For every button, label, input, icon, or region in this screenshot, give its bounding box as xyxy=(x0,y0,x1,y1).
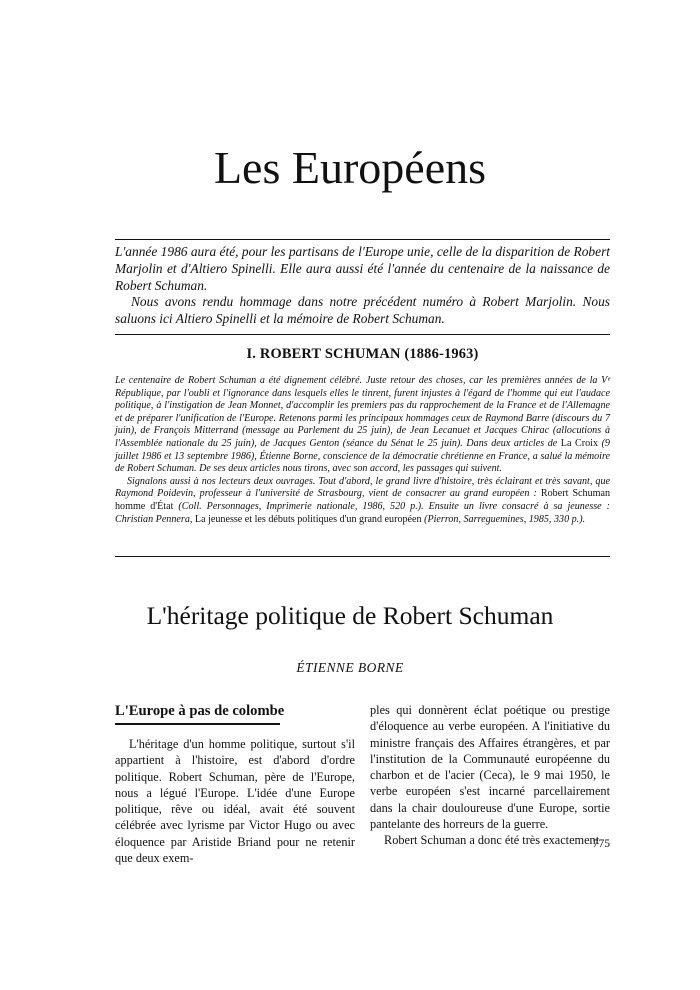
notice-text: Signalons aussi à nos lecteurs deux ouvrages. Tout d'abord, le grand livre d'histoire, très éclairant et très savant, que Raymond Poidevin, professeur à l'université de Strasbourg, vient de consacrer au grand européen : xyxy=(115,475,610,500)
journal-title: Les Européens xyxy=(213,142,487,193)
notice-text: (Pierron, Sarreguemines, 1985, 330 p.). xyxy=(424,513,586,525)
notice-text: (9 juillet 1986 et 13 septembre 1986), Étienne Borne, conscience de la démocratie chrétienne en France, a salué la mémoire de Robert Schuman. De ses deux articles nous tirons, avec son accord, les passages qui suivent. xyxy=(115,437,610,475)
article-author: ÉTIENNE BORNE xyxy=(296,660,404,675)
intro-paragraph: Nous avons rendu hommage dans notre précédent numéro à Robert Marjolin. Nous saluons ici Altiero Spinelli et la mémoire de Robert Schuman. xyxy=(115,294,610,327)
book-title: Robert Schuman homme d'État xyxy=(115,488,611,512)
section-heading: I. ROBERT SCHUMAN (1886-1963) xyxy=(246,346,479,362)
body-paragraph: ples qui donnèrent éclat poétique ou prestige d'éloquence au verbe européen. A l'initiative du ministre français des Affaires étrangères, et par l'institution de la Communauté européenne du charbon et de l'acier (Ceca), le 9 mai 1950, le verbe européen s'est incarné parcellairement dans la chair douloureuse d'une Europe, sortie pantelante des horreurs de la guerre. xyxy=(370,703,610,832)
body-paragraph: L'héritage d'un homme politique, surtout s'il appartient à l'histoire, est d'abord d'ordre politique. Robert Schuman, père de l'Europe, nous a légué l'Europe. L'idée d'une Europe politique, rêve ou idéal, avait été souvent célébrée avec lyrisme par Victor Hugo ou avec éloquence par Aristide Briand pour ne retenir que deux exem- xyxy=(115,737,355,866)
page-number: 775 xyxy=(592,838,610,850)
notice-text: Le centenaire de Robert Schuman a été dignement célébré. Juste retour des choses, car les premières années de la Vᵉ République, par l'oubli et l'ignorance dans lesquels elles le tinrent, furent injustes à l'égard de l'homme qui eut l'audace politique, à l'instigation de Jean Monnet, d'accomplir les premiers pas du rapprochement de la France et de l'Allemagne et de préparer l'unification de l'Europe. Retenons parmi les principaux hommages ceux de Raymond Barre (discours du 7 juin), de François Mitterrand (message au Parlement du 25 juin), de Jean Lecanuet et Jacques Chirac (allocutions à l'Assemblée nationale du 25 juin), de Jacques Genton (séance du Sénat le 25 juin). Dans deux articles de xyxy=(115,375,610,449)
subheading-underline xyxy=(115,723,280,725)
newspaper-name: La Croix xyxy=(560,437,598,449)
editorial-intro xyxy=(115,244,610,328)
section-notice xyxy=(115,375,610,526)
divider xyxy=(115,556,610,557)
article-title: L'héritage politique de Robert Schuman xyxy=(146,601,554,630)
article-subheading: L'Europe à pas de colombe xyxy=(115,703,285,719)
notice-text: (Coll. Personnages, Imprimerie nationale, 1986, 520 p.). Ensuite un livre consacré à sa jeunesse : Christian Pennera, xyxy=(115,500,611,525)
book-title: La jeunesse et les débuts politiques d'un grand européen xyxy=(194,513,422,525)
intro-paragraph: L'année 1986 aura été, pour les partisans de l'Europe unie, celle de la disparition de Robert Marjolin et d'Altiero Spinelli. Elle aura aussi été l'année du centenaire de la naissance de Robert Schuman. xyxy=(115,244,610,293)
column-right xyxy=(370,702,610,849)
body-paragraph: Robert Schuman a donc été très exactement xyxy=(384,833,600,848)
column-left xyxy=(115,702,355,866)
divider xyxy=(115,239,610,240)
divider xyxy=(115,334,610,335)
